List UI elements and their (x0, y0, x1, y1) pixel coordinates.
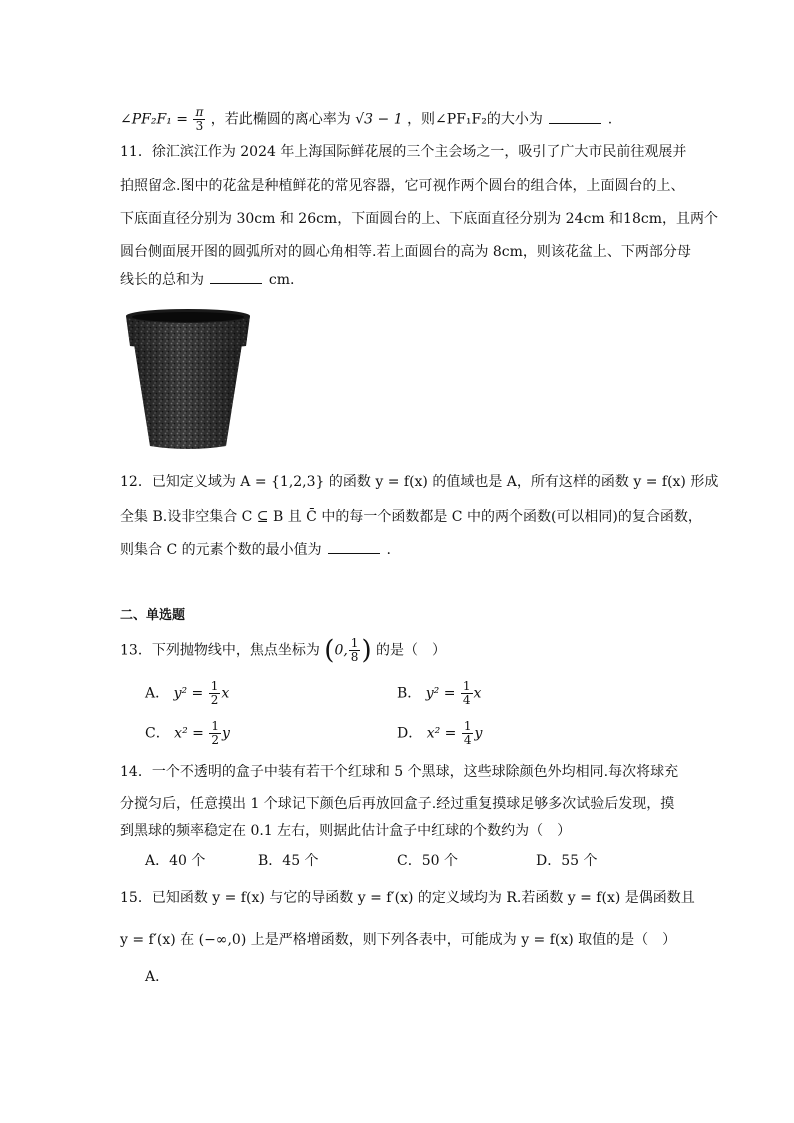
section-heading: 二、单选题 (120, 608, 186, 623)
q14-line-3: 到黑球的频率稳定在 0.1 左右，则据此估计盒子中红球的个数约为（ ） (120, 823, 572, 839)
q12-line-1: 12．已知定义域为 A = {1,2,3} 的函数 y = f(x) 的值域也是 A，所有这样的函数 y = f(x) 形成 (120, 474, 719, 490)
q15-option-a[interactable]: A． (145, 969, 170, 985)
q14-option-a[interactable]: A．40 个 (145, 853, 206, 869)
q10-eccentricity: √3 − 1 (355, 111, 403, 128)
flower-pot-image (122, 306, 254, 452)
answer-blank[interactable] (210, 282, 262, 284)
q13-option-b[interactable]: B． y² = $\frac{1}{4}$ x (397, 679, 482, 707)
q11-line-3: 下底面直径分别为 30cm 和 26cm，下面圆台的上、下底面直径分别为 24cm 和18cm，且两个 (120, 211, 718, 227)
q10-angle: ∠PF₂F₁ = (120, 111, 188, 128)
q14-option-b[interactable]: B．45 个 (258, 853, 319, 869)
q11-line-5: 线长的总和为 cm. (120, 272, 295, 288)
q11-line-1: 11．徐汇滨江作为 2024 年上海国际鲜花展的三个主会场之一，吸引了广大市民前往观展并 (120, 144, 687, 160)
q14-line-1: 14．一个不透明的盒子中装有若干个红球和 5 个黑球，这些球除颜色外均相同.每次将球充 (120, 764, 679, 780)
q13-option-c[interactable]: C． x² = $\frac{1}{2}$ y (145, 719, 230, 747)
answer-blank[interactable] (549, 122, 601, 124)
q12-line-2: 全集 B.设非空集合 C ⊆ B 且 C̄ 中的每一个函数都是 C 中的两个函数(可以相同)的复合函数， (120, 509, 702, 525)
q13-option-a[interactable]: A． y² = $\frac{1}{2}$ x (145, 679, 230, 707)
q10-fraction: $\frac{\pi}{3}$ (195, 105, 204, 133)
q14-line-2: 分搅匀后，任意摸出 1 个球记下颜色后再放回盒子.经过重复摸球足够多次试验后发现，摸 (120, 796, 675, 812)
answer-blank[interactable] (328, 552, 380, 554)
q15-line-1: 15．已知函数 y = f(x) 与它的导函数 y = f′(x) 的定义域均为 R.若函数 y = f(x) 是偶函数且 (120, 890, 695, 906)
q13-option-d[interactable]: D． x² = $\frac{1}{4}$ y (397, 719, 483, 747)
q14-option-d[interactable]: D．55 个 (536, 853, 598, 869)
q14-option-c[interactable]: C．50 个 (397, 853, 458, 869)
q11-line-4: 圆台侧面展开图的圆弧所对的圆心角相等.若上面圆台的高为 8cm，则该花盆上、下两部分母 (120, 244, 691, 260)
q11-line-2: 拍照留念.图中的花盆是种植鲜花的常见容器，它可视作两个圆台的组合体，上面圆台的上、 (120, 178, 685, 194)
q12-line-3: 则集合 C 的元素个数的最小值为 . (120, 542, 391, 558)
q13-stem: 13．下列抛物线中，焦点坐标为 (0, $\frac{1}{8}$ ) 的是（ ） (120, 635, 447, 666)
q15-line-2: y = f′(x) 在 (−∞,0) 上是严格增函数，则下列各表中，可能成为 y = f(x) 取值的是（ ） (120, 932, 677, 948)
q10-tail: ∠PF₂F₁ = $\frac{\pi}{3}$ ，若此椭圆的离心率为 √3 − 1 ，则∠PF₁F₂的大小为 . (120, 105, 613, 133)
